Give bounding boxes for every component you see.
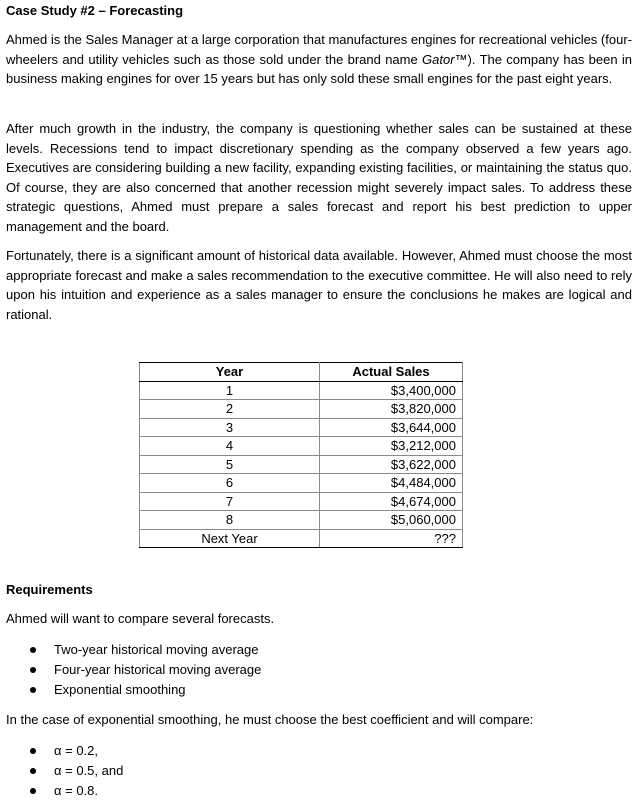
column-header-year: Year [140,363,320,382]
table-row [140,492,463,511]
list-item-text: α = 0.2, [54,743,99,758]
year-cell: 6 [140,474,320,493]
paragraph-intro-before: Ahmed is the Sales Manager at a large corporation that manufactures engines for recreational vehicles (four-wheelers and utility vehicles such as those sold under the brand name [6,32,632,67]
requirements-heading: Requirements [6,582,93,597]
brand-name: Gator™ [422,51,468,67]
sales-cell: $3,820,000 [320,400,463,419]
bullet-icon [30,788,36,794]
year-cell: 2 [140,400,320,419]
bullet-icon [30,768,36,774]
table-row [140,381,463,400]
sales-cell: $3,644,000 [320,418,463,437]
page-title: Case Study #2 – Forecasting [6,3,184,18]
list-item [6,781,123,801]
year-cell: 4 [140,437,320,456]
smoothing-intro: In the case of exponential smoothing, he must choose the best coefficient and will compare: [6,712,534,727]
table-row [140,474,463,493]
paragraph-historical-data: Fortunately, there is a significant amount of historical data available. However, Ahmed must choose the most appropriate forecast and make a sales recommendation to the executive committee. He will also need to rely upon his intuition and experience as a sales manager to ensure the conclusions he makes are logical and rational. [6,248,632,322]
forecast-methods-list [6,640,261,700]
table-row [140,418,463,437]
coefficients-list [6,741,123,801]
year-cell: 1 [140,381,320,400]
requirements-intro: Ahmed will want to compare several forecasts. [6,611,275,626]
year-cell: 5 [140,455,320,474]
paragraph-intro [6,30,632,89]
paragraph-growth: After much growth in the industry, the company is questioning whether sales can be sustained at these levels. Recessions tend to impact discretionary spending as the company observed a few years ago. Executives are considering building a new facility, expanding existing facilities, or maintaining the status quo. Of course, they are also concerned that another recession might severely impact sales. To address these strategic questions, Ahmed must prepare a sales forecast and report his best prediction to upper management and the board. [6,121,632,234]
table-row [140,400,463,419]
bullet-icon [30,748,36,754]
bullet-icon [30,687,36,693]
table-row [140,455,463,474]
sales-cell: $4,674,000 [320,492,463,511]
year-cell: 8 [140,511,320,530]
year-cell: Next Year [140,529,320,548]
table-row [140,511,463,530]
sales-cell: ??? [320,529,463,548]
list-item-text: α = 0.5, and [54,763,124,778]
column-header-actual-sales: Actual Sales [320,363,463,382]
list-item-text: Exponential smoothing [54,682,186,697]
paragraph-intro-after: ). The company has been in business making engines for over 15 years but has only sold these small engines for the past eight years. [6,51,632,86]
list-item-text: α = 0.8. [54,783,99,798]
sales-cell: $3,212,000 [320,437,463,456]
list-item-text: Four-year historical moving average [54,662,262,677]
table-header-row [140,363,463,382]
list-item-text: Two-year historical moving average [54,642,259,657]
list-item [6,761,123,781]
list-item [6,680,261,700]
bullet-icon [30,647,36,653]
bullet-icon [30,667,36,673]
sales-cell: $4,484,000 [320,474,463,493]
table-row [140,437,463,456]
list-item [6,741,123,761]
table-row-next-year [140,529,463,548]
sales-cell: $5,060,000 [320,511,463,530]
sales-table [139,362,463,548]
list-item [6,640,261,660]
sales-cell: $3,622,000 [320,455,463,474]
year-cell: 7 [140,492,320,511]
list-item [6,660,261,680]
sales-cell: $3,400,000 [320,381,463,400]
year-cell: 3 [140,418,320,437]
